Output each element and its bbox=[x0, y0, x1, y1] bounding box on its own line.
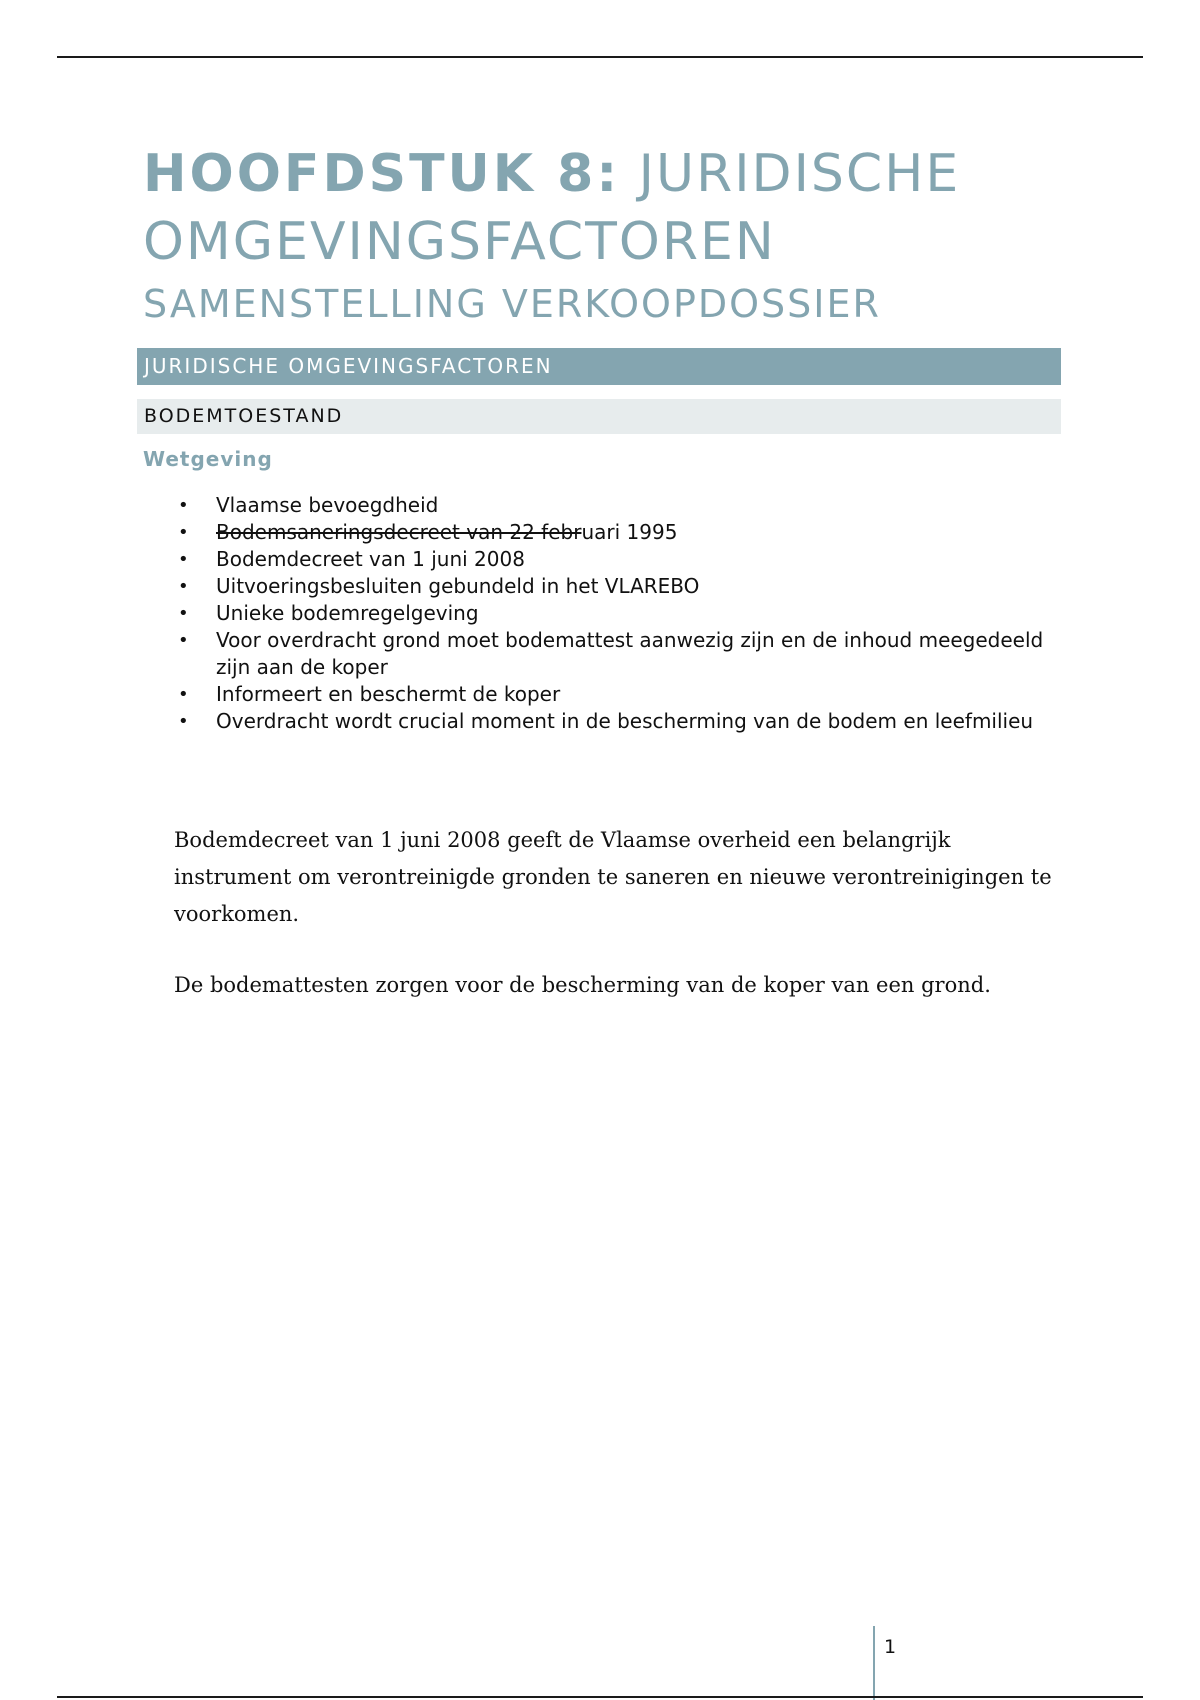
title-block bbox=[143, 140, 1143, 330]
struck-text: Bodemsaneringsdecreet van 22 febr bbox=[216, 520, 582, 544]
chapter-subtitle: SAMENSTELLING VERKOOPDOSSIER bbox=[143, 282, 881, 326]
body-paragraph: De bodemattesten zorgen voor de bescherming van de koper van een grond. bbox=[174, 973, 991, 997]
list-item: • Informeert en beschermt de koper bbox=[170, 681, 1070, 708]
heading-1: JURIDISCHE OMGEVINGSFACTOREN bbox=[137, 348, 1061, 385]
header-rule bbox=[57, 56, 1143, 58]
list-item: • Unieke bodemregelgeving bbox=[170, 600, 1070, 627]
list-item: • Voor overdracht grond moet bodemattest aanwezig zijn en de inhoud meegedeeld zijn aan de koper bbox=[170, 627, 1070, 681]
list-item: • Bodemdecreet van 1 juni 2008 bbox=[170, 546, 1070, 573]
chapter-title-line-1 bbox=[143, 140, 1143, 208]
list-item bbox=[170, 519, 1070, 546]
footer-separator bbox=[873, 1626, 875, 1700]
chapter-title-line-2: OMGEVINGSFACTOREN bbox=[143, 212, 776, 272]
heading-3: Wetgeving bbox=[143, 447, 273, 471]
list-item: • Vlaamse bevoegdheid bbox=[170, 492, 1070, 519]
heading-2: BODEMTOESTAND bbox=[137, 399, 1061, 434]
chapter-number: HOOFDSTUK 8: bbox=[143, 144, 621, 204]
chapter-title-part: JURIDISCHE bbox=[638, 144, 961, 204]
page-number: 1 bbox=[884, 1636, 897, 1658]
footer-rule bbox=[57, 1696, 1143, 1698]
list-item: • Uitvoeringsbesluiten gebundeld in het VLAREBO bbox=[170, 573, 1070, 600]
body-paragraph: Bodemdecreet van 1 juni 2008 geeft de Vlaamse overheid een belangrijk instrument om verontreinigde gronden te saneren en nieuwe verontreinigingen te voorkomen. bbox=[174, 828, 1052, 926]
list-item: • Overdracht wordt crucial moment in de bescherming van de bodem en leefmilieu bbox=[170, 708, 1070, 735]
bullet-list bbox=[170, 492, 1070, 735]
list-item-text: uari 1995 bbox=[581, 520, 678, 544]
